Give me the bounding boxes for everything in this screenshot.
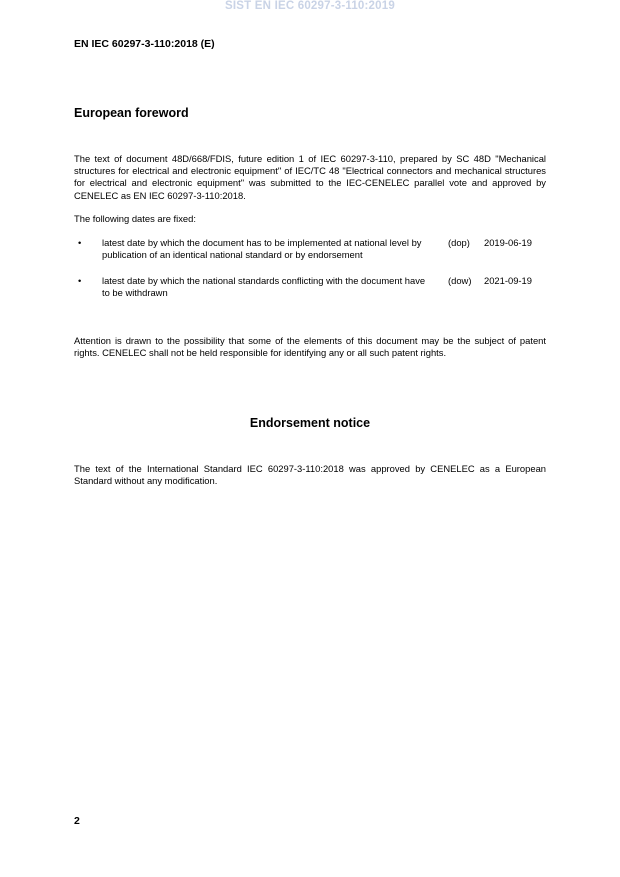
date-value: 2019-06-19 (484, 237, 532, 248)
foreword-intro-paragraph: The text of document 48D/668/FDIS, future edition 1 of IEC 60297-3-110, prepared by SC 48D "Mechanical structures for electrical and electronic equipment" of IEC/TC 48 "Electrical connectors and mechanical structures for electrical and electronic equipment" was submitted to the IEC-CENELEC parallel vote and approved by CENELEC as EN IEC 60297-3-110:2018. (74, 153, 546, 201)
endorsement-paragraph: The text of the International Standard IEC 60297-3-110:2018 was approved by CENELEC as a European Standard without any modification. (74, 463, 546, 487)
date-code: (dow) (448, 275, 472, 286)
bullet-icon: • (78, 275, 82, 286)
date-value: 2021-09-19 (484, 275, 532, 286)
document-id-header: EN IEC 60297-3-110:2018 (E) (74, 38, 215, 50)
bullet-icon: • (78, 237, 82, 248)
foreword-title: European foreword (74, 106, 189, 120)
patent-attention-paragraph: Attention is drawn to the possibility that some of the elements of this document may be the subject of patent rights. CENELEC shall not be held responsible for identifying any or all such patent rights. (74, 335, 546, 359)
date-code: (dop) (448, 237, 470, 248)
dates-intro: The following dates are fixed: (74, 213, 196, 224)
date-description: latest date by which the document has to be implemented at national level by publication of an identical national standard or by endorsement (102, 237, 422, 261)
endorsement-title: Endorsement notice (249, 416, 371, 430)
page-number: 2 (74, 815, 80, 827)
date-description: latest date by which the national standards conflicting with the document have to be withdrawn (102, 275, 426, 299)
watermark: SIST EN IEC 60297-3-110:2019 (225, 0, 395, 12)
